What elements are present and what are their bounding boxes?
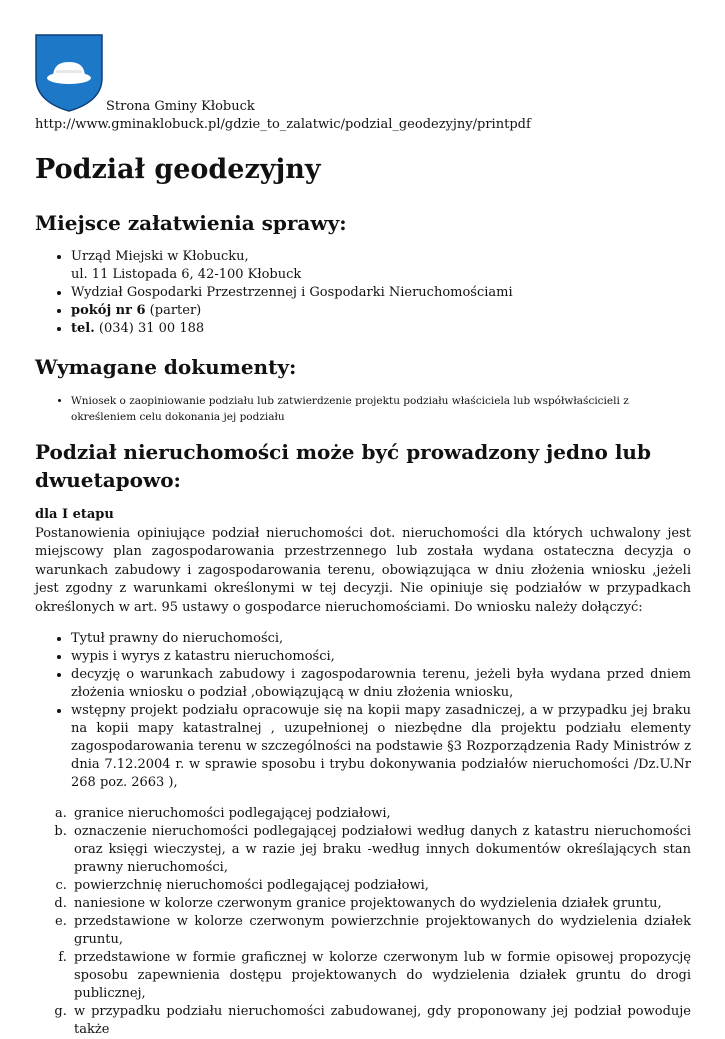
place-heading: Miejsce załatwienia sprawy:	[35, 211, 347, 235]
map-elements-list	[35, 805, 691, 1039]
page-url[interactable]: http://www.gminaklobuck.pl/gdzie_to_zalatwic/podzial_geodezyjny/printpdf	[35, 117, 531, 132]
list-item: • wstępny projekt podziału opracowuje się na kopii mapy zasadniczej, a w przypadku jej braku na kopii mapy katastralnej , uzupełnionej o niezbędne dla projektu podziału elementy zagospodarowania terenu w szczególności na podstawie §3 Rozporządzenia Rady Ministrów z dnia 7.12.2004 r. w sprawie sposobu i trybu dokonywania podziałów nieruchomości /Dz.U.Nr 268 poz. 2663 ),	[71, 702, 691, 792]
print-header	[35, 34, 691, 130]
room-value: (parter)	[145, 303, 202, 318]
list-item: • decyzję o warunkach zabudowy i zagospodarownia terenu, jeżeli była wydana przed dniem złożenia wniosku o podział ,obowiązującą w dniu złożenia wniosku,	[71, 666, 691, 702]
list-item: b. oznaczenie nieruchomości podlegającej podziałowi według danych z katastru nieruchomości oraz księgi wieczystej, a w razie jej braku -według innych dokumentów określających stan prawny nieruchomości,	[71, 823, 691, 877]
list-item	[71, 302, 691, 320]
stage-paragraph	[35, 506, 691, 617]
attachments-list	[35, 630, 691, 792]
room-label: pokój nr 6	[71, 303, 146, 318]
office-name: Urząd Miejski w Kłobucku,	[71, 249, 249, 264]
list-item	[71, 320, 691, 338]
tel-label: tel.	[71, 321, 95, 336]
list-item: g. w przypadku podziału nieruchomości zabudowanej, gdy proponowany jej podział powoduje także	[71, 1003, 691, 1039]
page-title: Podział geodezyjny	[35, 154, 321, 185]
coat-of-arms-icon	[35, 34, 103, 112]
list-item: d. naniesione w kolorze czerwonym granice projektowanych do wydzielenia działek gruntu,	[71, 895, 691, 913]
document-page	[35, 34, 691, 1039]
docs-list	[35, 393, 691, 425]
list-item: f. przedstawione w formie graficznej w kolorze czerwonym lub w formie opisowej propozycję sposobu zapewnienia dostępu projektowanych do wydzielenia działek gruntu do drogi publicznej,	[71, 949, 691, 1003]
place-list	[35, 248, 691, 338]
docs-heading: Wymagane dokumenty:	[35, 355, 297, 379]
site-name: Strona Gminy Kłobuck	[106, 99, 255, 114]
department-name: Wydział Gospodarki Przestrzennej i Gospodarki Nieruchomościami	[71, 285, 513, 300]
stage-text: Postanowienia opiniujące podział nieruchomości dot. nieruchomości dla których uchwalony jest miejscowy plan zagospodarowania przestrzennego lub została wydana ostateczna decyzja o warunkach zabudowy i zagospodarowania terenu, obowiązująca w dniu złożenia wniosku ,jeżeli jest zgodny z warunkami określonymi w tej decyzji. Nie opiniuje się podziałów w przypadkach określonych w art. 95 ustawy o gospodarce nieruchomościami. Do wniosku należy dołączyć:	[35, 525, 691, 615]
list-item	[71, 248, 691, 284]
office-address: ul. 11 Listopada 6, 42-100 Kłobuck	[71, 267, 302, 282]
list-item: • Tytuł prawny do nieruchomości,	[71, 630, 691, 648]
list-item: a. granice nieruchomości podlegającej podziałowi,	[71, 805, 691, 823]
list-item: e. przedstawione w kolorze czerwonym powierzchnie projektowanych do wydzielenia działek gruntu,	[71, 913, 691, 949]
list-item	[71, 284, 691, 302]
tel-value: (034) 31 00 188	[94, 321, 205, 336]
division-heading: Podział nieruchomości może być prowadzony jedno lub dwuetapowo:	[35, 440, 651, 492]
list-item: • wypis i wyrys z katastru nieruchomości,	[71, 648, 691, 666]
list-item: • Wniosek o zaopiniowanie podziału lub zatwierdzenie projektu podziału właściciela lub współwłaścicieli z określeniem celu dokonania jej podziału	[71, 393, 691, 425]
list-item: c. powierzchnię nieruchomości podlegającej podziałowi,	[71, 877, 691, 895]
stage-label: dla I etapu	[35, 507, 114, 522]
